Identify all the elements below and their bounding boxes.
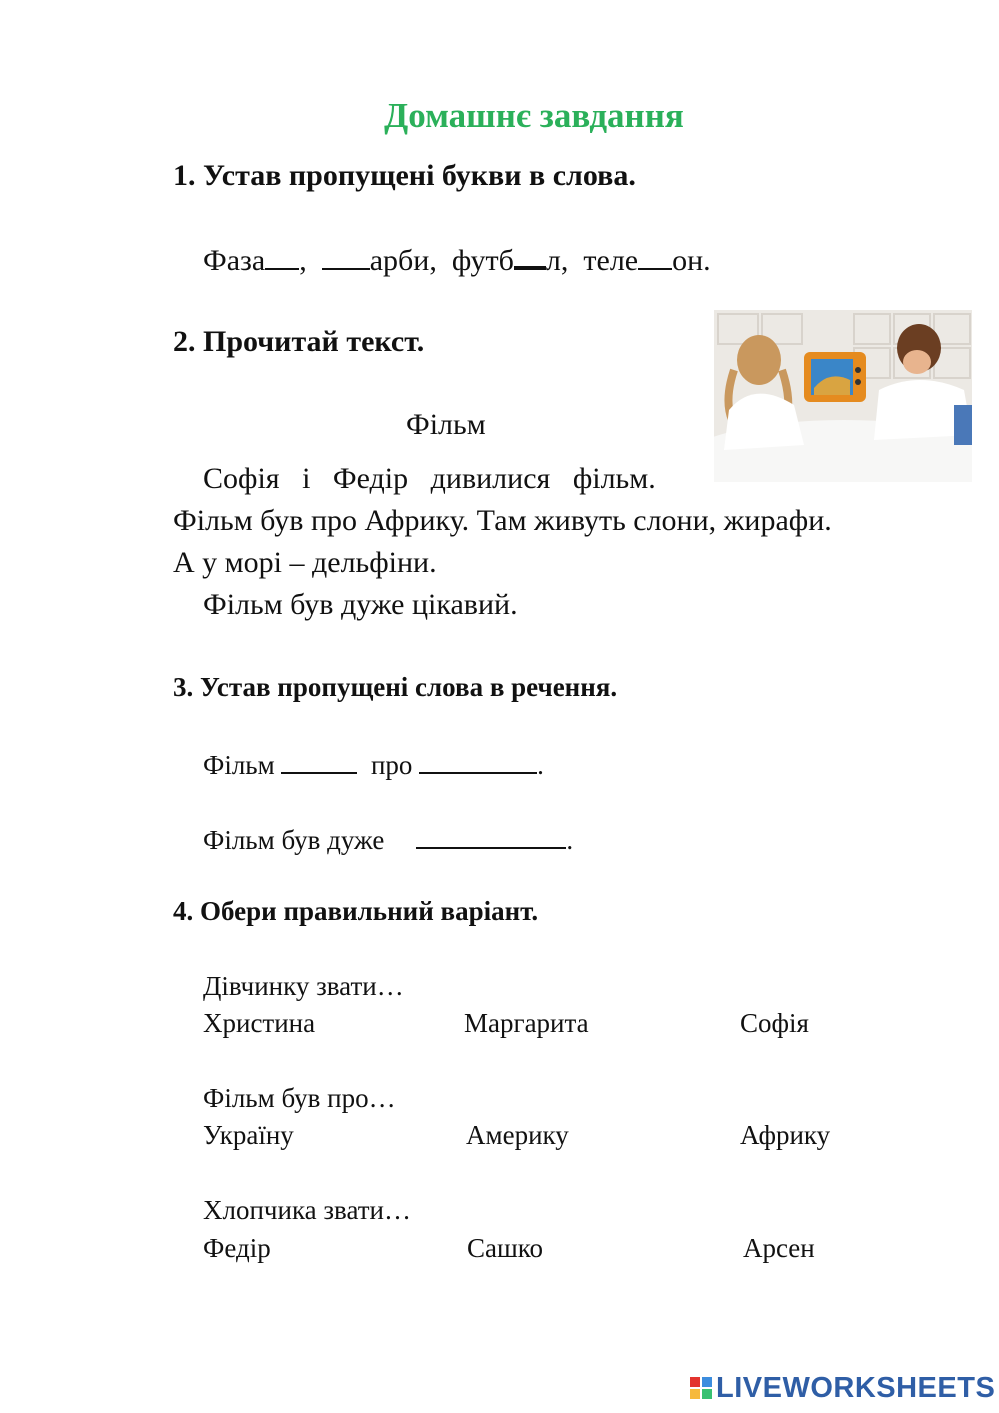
comma: , [299, 244, 307, 277]
task4-heading: 4. Обери правильний варіант. [173, 896, 539, 926]
task1-heading-text: Устав пропущені букви в слова. [203, 159, 636, 192]
task3-heading: 3. Устав пропущені слова в речення. [173, 672, 618, 702]
option-ukrainu[interactable]: Україну [203, 1120, 294, 1150]
question-1: Дівчинку звати… [203, 971, 404, 1001]
task3-sentence-2 [203, 821, 573, 856]
task3-blank-2[interactable] [419, 746, 537, 774]
task3-sentence-1 [203, 746, 544, 781]
story-line-1: Софія і Федір дивилися фільм. [203, 462, 656, 495]
task3-s2-start: Фільм був дуже [203, 825, 385, 855]
question-3: Хлопчика звати… [203, 1195, 411, 1225]
word-3b: л, [545, 244, 569, 277]
period: . [537, 750, 544, 780]
task3-s1-mid: про [370, 750, 413, 780]
story-line-4: Фільм був дуже цікавий. [203, 588, 518, 621]
story-line-3: А у морі – дельфіни. [173, 546, 437, 579]
story-title: Фільм [406, 408, 486, 441]
option-sashko[interactable]: Сашко [467, 1233, 544, 1263]
liveworksheets-watermark [690, 1372, 995, 1405]
option-arsen[interactable]: Арсен [743, 1233, 815, 1263]
option-fedir[interactable]: Федір [203, 1233, 271, 1263]
children-watching-tv-photo [714, 310, 972, 482]
word-2: арби, [369, 244, 437, 277]
task2-heading [173, 325, 424, 359]
task3-blank-3[interactable] [416, 821, 566, 849]
word-1: Фаза [203, 244, 266, 277]
word-4b: он. [672, 244, 711, 277]
option-khrystyna[interactable]: Христина [203, 1008, 316, 1038]
liveworksheets-logo-icon [690, 1377, 712, 1399]
task1-heading [173, 159, 636, 193]
task1-words [203, 240, 711, 278]
page-title: Домашнє завдання [384, 96, 684, 135]
task3-blank-1[interactable] [281, 746, 357, 774]
word-4a: теле [583, 244, 639, 277]
watermark-text: LIVEWORKSHEETS [716, 1372, 996, 1404]
blank-3[interactable] [514, 240, 546, 270]
word-3a: футб [451, 244, 514, 277]
task2-number: 2. [173, 325, 196, 358]
story-line-2: Фільм був про Африку. Там живуть слони, жирафи. [173, 504, 832, 537]
option-afryku[interactable]: Африку [740, 1120, 831, 1150]
task2-heading-text: Прочитай текст. [203, 325, 425, 358]
task3-s1-start: Фільм [203, 750, 275, 780]
option-ameryku[interactable]: Америку [466, 1120, 569, 1150]
period: . [566, 825, 574, 855]
blank-2[interactable] [322, 242, 370, 270]
task1-number: 1. [173, 159, 196, 192]
option-sofiia[interactable]: Софія [740, 1008, 809, 1038]
question-2: Фільм був про… [203, 1083, 396, 1113]
blank-4[interactable] [638, 242, 672, 270]
blank-1[interactable] [265, 242, 299, 270]
option-marharyta[interactable]: Маргарита [464, 1008, 589, 1038]
